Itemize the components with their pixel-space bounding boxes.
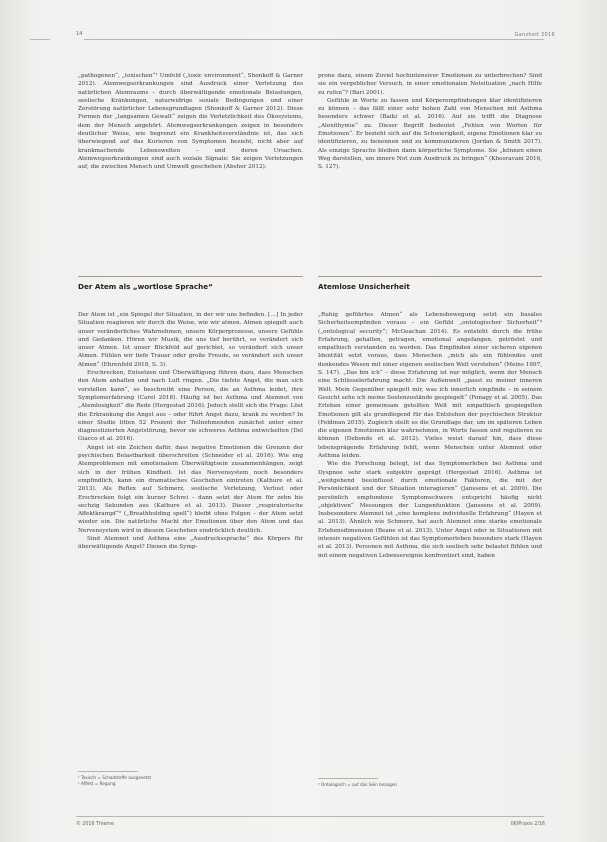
page-number: 14 bbox=[76, 31, 83, 37]
right-column-main bbox=[318, 311, 542, 560]
right-column-top bbox=[318, 72, 542, 172]
footnote: ³ Ontologisch = auf das Sein bezogen bbox=[318, 782, 398, 787]
paragraph: prone dazu, einem Zuviel hochintensiver Emotionen zu unterbrechen? Sind sie ein vergeblicher Versuch, in einer emotionalen Notsituation „nach Hilfe zu rufen“? (Bari 2001). bbox=[318, 73, 542, 96]
publisher-note: © 2016 Thieme bbox=[76, 822, 114, 827]
paragraph: Der Atem ist „ein Spiegel der Situation, in der wir uns befinden. […] In jeder Situation reagieren wir durch die Weise, wie wir atmen. Atmen spiegelt auch unser veränderliches Wahrnehmen, unsere Körperprozesse, unsere Gefühle und Gedanken. Hören wir Musik, die uns tief berührt, so verändert sich unser Atmen. Ist unser Blickfeld auf gerichtet, so verändert sich unser Atmen. Fühlen wir tiefe Trauer oder große Freude, so verändert sich unser Atmen“ (Ehrenfeld 2018, S. 3). bbox=[78, 312, 303, 368]
paragraph: Angst ist ein Zeichen dafür, dass negative Emotionen die Grenzen der psychischen Belastbarkeit überschreiten (Schneider et al. 2016). Wie eng Atemproblemen mit emotionalem Überwältigtsein zusammenhängen, zeigt sich in der frühen Kindheit. Ist das Nervensystem noch besonders empfindlich, kann ein dramatisches Geschehen eintreten (Kathure et al. 2013). Als Reflex auf Schmerz, seelische Verletzung, Verlust oder Erschrecken folgt ein kurzer Schrei – dann setzt der Atem für zehn bis sechzig Sekunden aus (Kathure et al. 2013). Dieser „respiratorische Affektkrampf“² („Breathholding spell“) bleibt ohne Folgen – der Atem setzt wieder ein. Die natürliche Macht der Emotionen über den Atem und das Nervensystem wird in diesem Geschehen eindrücklich deutlich. bbox=[78, 444, 303, 534]
section-rule-right bbox=[318, 276, 542, 277]
left-column-main bbox=[78, 311, 303, 552]
footnotes-right bbox=[318, 782, 397, 788]
paragraph: „pathogenen“, „toxischen“¹ Umfeld („toxic environment“, Shonkoff & Garner 2012). Atemwegserkrankungen sind Ausdruck einer Verletzung des natürlichen Atemraums – durch überwältigende emotionale Belastungen, seelische Kränkungen, naturwidrige soziale Bedingungen und einer Zerstörung natürlicher Lebensgrundlagen (Shonkoff & Garner 2012). Diese Formen der „langsamen Gewalt“ zeigen die Verletzlichkeit des Ökosystems, dem der Mensch angehört. Atemwegserkrankungen zeigen in besonders deutlicher Weise, wie begrenzt ein Krankheitsverständnis ist, das sich überwiegend auf das Kurieren von Symptomen bezieht, nicht aber auf krankmachende Lebenswelten – und deren Ursachen. Atemwegserkrankungen sind auch soziale Signale: Sie zeigen Verletzungen auf, die zwischen Mensch und Umwelt geschehen (Absher 2012). bbox=[78, 73, 303, 171]
header-rule-left bbox=[30, 39, 50, 40]
paragraph: Erschrecken, Entsetzen und Überwältigung führen dazu, dass Menschen den Atem anhalten und nach Luft ringen. „Die tiefste Angst, die man sich vorstellen kann“, so beschreibt eine Person, die an Asthma leidet, ihre Symptomerfahrung (Carel 2018). Häufig ist bei Asthma und Atemnot von „Atemlosigkeit“ die Rede (Hergestad 2016). Jedoch stellt sich die Frage: Löst die Erkrankung die Angst aus – oder führt Angst dazu, krank zu werden? In einer Studie litten 52 Prozent der Teilnehmenden zunächst unter einer diagnostizierten Angststörung, bevor sie schweres Asthma entwickelten (Del Giacco et al. 2016). bbox=[78, 370, 303, 443]
footnotes-left bbox=[78, 775, 151, 787]
footnote: ² Affekt = Regung bbox=[78, 781, 116, 786]
section-rule-left bbox=[78, 276, 303, 277]
paragraph: Sind Atemnot und Asthma eine „Ausdruckssprache“ des Körpers für überwältigende Angst? Dienen die Symp- bbox=[78, 536, 303, 551]
footnote-rule-right bbox=[318, 778, 378, 779]
section-heading-left: Der Atem als „wortlose Sprache“ bbox=[78, 282, 213, 291]
left-column-top bbox=[78, 72, 303, 172]
paragraph: Gefühle in Worte zu fassen und Körperempfindungen klar identifizieren zu können – das fällt einer sehr hohen Zahl von Menschen mit Asthma besonders schwer (Baiki et al. 2016). Auf sie trifft die Diagnose „Alexithymie“ zu. Dieser Begriff bedeutet „Fehlen von Worten für Emotionen“. Er bezieht sich auf die Schwierigkeit, eigene Emotionen klar zu identifizieren, zu benennen und zu kommunizieren (Jordan & Smith 2017). Als einzige Sprache bleiben dann körperliche Symptome. Sie „können einen Weg darstellen, um innere Not zum Ausdruck zu bringen“ (Khosravani 2016, S. 127). bbox=[318, 97, 542, 171]
page-footer bbox=[0, 812, 607, 842]
paragraph: „Ruhig geführtes Atmen“ als Lebensbewegung setzt ein basales Sicherheitsempfinden voraus – ein Gefühl „ontologischer Sicherheit“³ („ontological security“; McGeachan 2014). Es entsteht durch die frühe Erfahrung, gehalten, getragen, emotional angefangen, getröstet und empathisch verstanden zu werden. Das Empfinden einer sicheren eigenen Identität setzt voraus, dass Menschen „mich als ein fühlendes und denkendes Wesen mit einer eigenen seelischen Welt verstehen“ (Meins 1997, S. 147). „Das bin ich“ – diese Erfahrung ist nur möglich, wenn der Mensch eine Schlüsselerfahrung macht: Die Außenwelt „passt zu meiner inneren Welt. Mein Gegenüber spiegelt mir, was ich innerlich empfinde – in seinem Gesicht sehe ich meine Seelenzustände gespiegelt“ (Fonagy et al. 2005). Das Erleben einer gemeinsam geteilten Welt mit empathisch gespiegelten Emotionen gilt als grundlegend für das Entstehen der psychischen Struktur (Feldman 2015). Zugleich stellt es die Grundlage dar, um im späteren Leben die eigenen Emotionen klar wahrnehmen, in Worte fassen und regulieren zu können (Debonde et al. 2012). Vieles weist darauf hin, dass diese lebensprägende Erfahrung fehlt, wenn Menschen unter Atemnot oder Asthma leiden. bbox=[318, 312, 542, 460]
page-header bbox=[0, 0, 607, 40]
running-header: Ganzheit 2016 bbox=[514, 32, 555, 38]
footnote: ¹ Toxisch = Schadstoffe ausgesetzt bbox=[78, 775, 152, 780]
issue-label: 06/Praxis 2/16 bbox=[510, 822, 545, 827]
paragraph: Wie die Forschung belegt, ist das Symptomerleben bei Asthma und Dyspnoe sehr stark subjektiv geprägt (Hergestad 2016). Asthma ist „weitgehend beeinflusst durch emotionale Faktoren, die mit der Persönlichkeit und der Situation interagieren“ (Janssens et al. 2009). Die persönlich empfundene Symptomschwere entspricht häufig nicht „objektiven“ Messungen der Lungenfunktion (Janssens et al. 2009). Insbesondere Atemnot ist „eine komplexe individuelle Erfahrung“ (Hayen et al. 2013). Ähnlich wie Schmerz, hat auch Atemnot eine starke emotionale Erlebensdimension (Beane et al. 2013). Unter Angst oder in Situationen mit intensiv negativen Gefühlen ist das Symptomerleben besonders stark (Hayen et al. 2013). Personen mit Asthma, die sich seelisch sehr belastet fühlen und mit einem negativen Lebensereignis konfrontiert sind, haben bbox=[318, 461, 542, 559]
footer-rule bbox=[76, 816, 544, 817]
section-heading-right: Atemlose Unsicherheit bbox=[318, 282, 410, 291]
footnote-rule-left bbox=[78, 771, 138, 772]
header-rule bbox=[84, 39, 544, 40]
